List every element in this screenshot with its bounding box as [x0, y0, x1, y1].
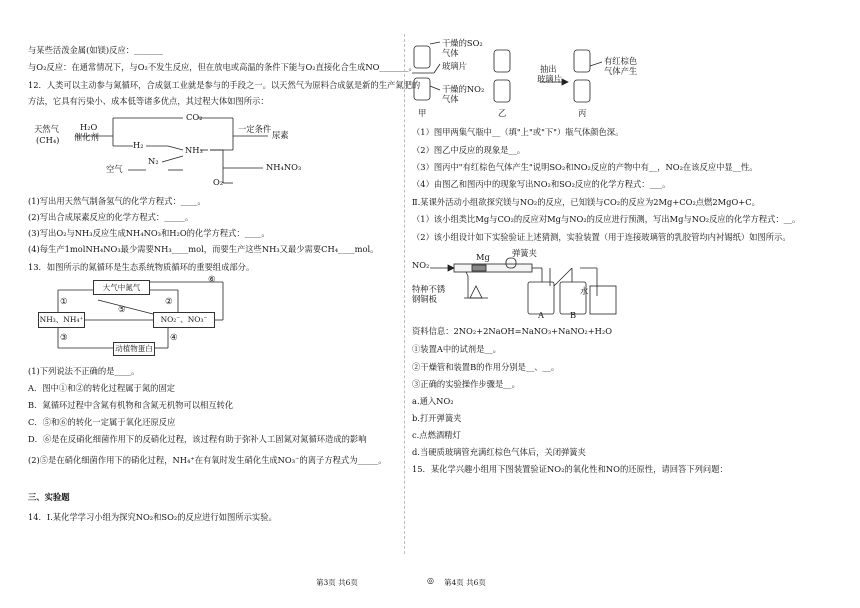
- option-a: A．图中①和②的转化过程属于氮的固定: [28, 383, 176, 393]
- ammonia-process-diagram: [28, 110, 318, 190]
- label-no2-inlet: NO₂: [412, 260, 430, 270]
- label-pull-out: 抽出: [540, 64, 557, 74]
- q-item-2: ②干燥管和装置B的作用分别是__、__。: [412, 362, 560, 372]
- page-number-right: 第4页 共6页: [444, 578, 486, 587]
- label-spring-clamp: 弹簧夹: [512, 248, 537, 258]
- question-14: 14．Ⅰ.某化学学习小组为探究NO₂和SO₂的反应进行如图所示实验。: [28, 512, 277, 522]
- label-n2: N₂: [148, 156, 159, 166]
- step-5-label: ⑤: [118, 304, 126, 314]
- info-note: 资料信息：2NO₂+2NaOH=NaNO₃+NaNO₂+H₂O: [412, 326, 613, 336]
- section-heading: 三、实验题: [28, 492, 70, 502]
- q12-part2: (2)写出合成尿素反应的化学方程式：_____。: [28, 212, 194, 222]
- nitrite-nitrate-box: NO₂⁻、NO₃⁻: [153, 312, 215, 328]
- step-b: b.打开弹簧夹: [412, 413, 462, 423]
- step-1-label: ①: [60, 296, 68, 306]
- label-water: 水: [580, 286, 589, 296]
- q14-part1: （1）图甲两集气瓶中__（填"上"或"下"）瓶气体颜色深。: [412, 127, 624, 137]
- label-mg: Mg: [476, 252, 490, 262]
- label-apparatus-b: B: [570, 310, 577, 320]
- text-line: 与O₂反应：在通常情况下，与O₂不发生反应，但在放电或高温的条件下能与O₂直接化合生成NO_______。: [28, 62, 417, 72]
- step-2-label: ②: [165, 296, 173, 306]
- text-line: 与某些活泼金属(如镁)反应：_______: [28, 45, 164, 55]
- q12-part1: (1)写出用天然气制备氢气的化学方程式：____。: [28, 196, 206, 206]
- step-3-label: ③: [60, 332, 68, 342]
- process-lines: [28, 110, 318, 190]
- apparatus-diagram: [412, 246, 632, 320]
- label-dry-so2: 干燥的SO₂: [442, 38, 483, 48]
- q13-part1: (1)下列说法不正确的是____。: [28, 366, 140, 376]
- label-jia: 甲: [418, 108, 427, 118]
- label-yi: 乙: [498, 108, 507, 118]
- q14-part3: （3）图丙中"有红棕色气体产生"说明SO₂和NO₂反应的产物中有__，NO₂在该反应中显__性。: [412, 162, 758, 172]
- label-steel-plate-2: 钢铜板: [412, 294, 437, 304]
- step-4-label: ④: [170, 332, 178, 342]
- option-d: D．⑥是在反硝化细菌作用下的反硝化过程，该过程有助于弥补人工固氮对氮循环造成的影响: [28, 434, 367, 444]
- q14-section-ii: Ⅱ.某课外活动小组欲探究镁与NO₂的反应，已知镁与CO₂的反应为2Mg+CO₂点燃2MgO+C。: [412, 197, 760, 207]
- center-mark-icon: ◎: [427, 576, 434, 585]
- nitrogen-cycle-diagram: [38, 276, 238, 360]
- label-bing: 丙: [578, 108, 587, 118]
- label-o2: O₂: [213, 177, 224, 187]
- label-catalyst: 催化剂: [74, 132, 99, 142]
- label-natural-gas: 天然气: [34, 124, 59, 134]
- question-12: 12．人类可以主动参与氮循环，合成氨工业就是参与的手段之一。以天然气为原料合成氨是新的生产氮肥的: [28, 80, 421, 90]
- label-h2o: H₂O: [80, 122, 98, 132]
- q14-ii-part1: （1）该小组类比Mg与CO₂的反应对Mg与NO₂的反应进行预测，写出Mg与NO₂反应的化学方程式：__。: [412, 214, 801, 224]
- label-gas: 气体: [442, 94, 459, 104]
- label-apparatus-a: A: [538, 310, 544, 320]
- label-nh4no3: NH₄NO₃: [266, 162, 302, 172]
- label-condition: 一定条件: [238, 124, 272, 134]
- option-c: C．⑤和⑥的转化一定属于氧化还原反应: [28, 417, 176, 427]
- q-item-1: ①装置A中的试剂是__。: [412, 344, 501, 354]
- ammonia-box: NH₃、NH₄⁺: [38, 312, 85, 328]
- q12-part3: (3)写出O₂与NH₃反应生成NH₄NO₃和H₂O的化学方程式：____。: [28, 228, 270, 238]
- label-co2: CO₂: [186, 112, 203, 122]
- step-c: c.点燃酒精灯: [412, 430, 461, 440]
- question-13: 13．如图所示的氮循环是生态系统物质循环的重要组成部分。: [28, 262, 255, 272]
- column-divider: [404, 34, 405, 554]
- label-steel-plate: 特种不锈: [412, 284, 446, 294]
- label-glass-plate: 玻璃片: [442, 61, 467, 71]
- label-ch4: (CH₄): [36, 135, 60, 145]
- option-b: B．氮循环过程中含氮有机物和含氮无机物可以相互转化: [28, 400, 234, 410]
- label-urea: 尿素: [272, 130, 289, 140]
- step-6-label: ⑥: [208, 274, 216, 284]
- q-item-3: ③正确的实验操作步骤是__。: [412, 379, 520, 389]
- question-15: 15．某化学兴趣小组用下图装置验证NO₂的氧化性和NO的还原性，请回答下列问题：: [412, 464, 728, 474]
- page-number-left: 第3页 共6页: [316, 578, 358, 587]
- label-brown-gas: 有红棕色: [604, 56, 638, 66]
- q14-part2: （2）图乙中反应的现象是__。: [412, 145, 526, 155]
- label-dry-no2: 干燥的NO₂: [442, 84, 485, 94]
- step-a: a.通入NO₂: [412, 396, 454, 406]
- atmosphere-nitrogen-box: 大气中氮气: [93, 280, 150, 295]
- q14-part4: （4）由图乙和图丙中的现象写出NO₂和SO₂反应的化学方程式：___。: [412, 179, 671, 189]
- label-gas: 气体: [442, 48, 459, 58]
- label-nh3: NH₃: [185, 145, 203, 155]
- protein-box: 动植物蛋白: [113, 342, 155, 356]
- q14-ii-part2: （2）该小组设计如下实验验证上述猜测，实验装置（用于连接玻璃管的乳胶管均内衬锡纸）如图所示。: [412, 232, 791, 242]
- label-air: 空气: [106, 164, 123, 174]
- label-glass-plate: 玻璃片: [537, 74, 562, 84]
- question-12-cont: 方法，它具有污染小、成本低等诸多优点，其过程大体如图所示：: [28, 96, 269, 106]
- label-produced: 气体产生: [604, 66, 638, 76]
- gas-bottles-diagram: [412, 36, 672, 126]
- q13-part2: (2)⑤是在硝化细菌作用下的硝化过程，NH₄⁺在有氧时发生硝化生成NO₃⁻的离子方程式为_____。: [28, 455, 387, 465]
- step-d: d.当硬质玻璃管充满红棕色气体后，关闭弹簧夹: [412, 447, 586, 457]
- label-h2: H₂: [133, 140, 144, 150]
- q12-part4: (4)每生产1molNH₄NO₃最少需要NH₃____mol，而要生产这些NH₃又最少需要CH₄____mol。: [28, 244, 379, 254]
